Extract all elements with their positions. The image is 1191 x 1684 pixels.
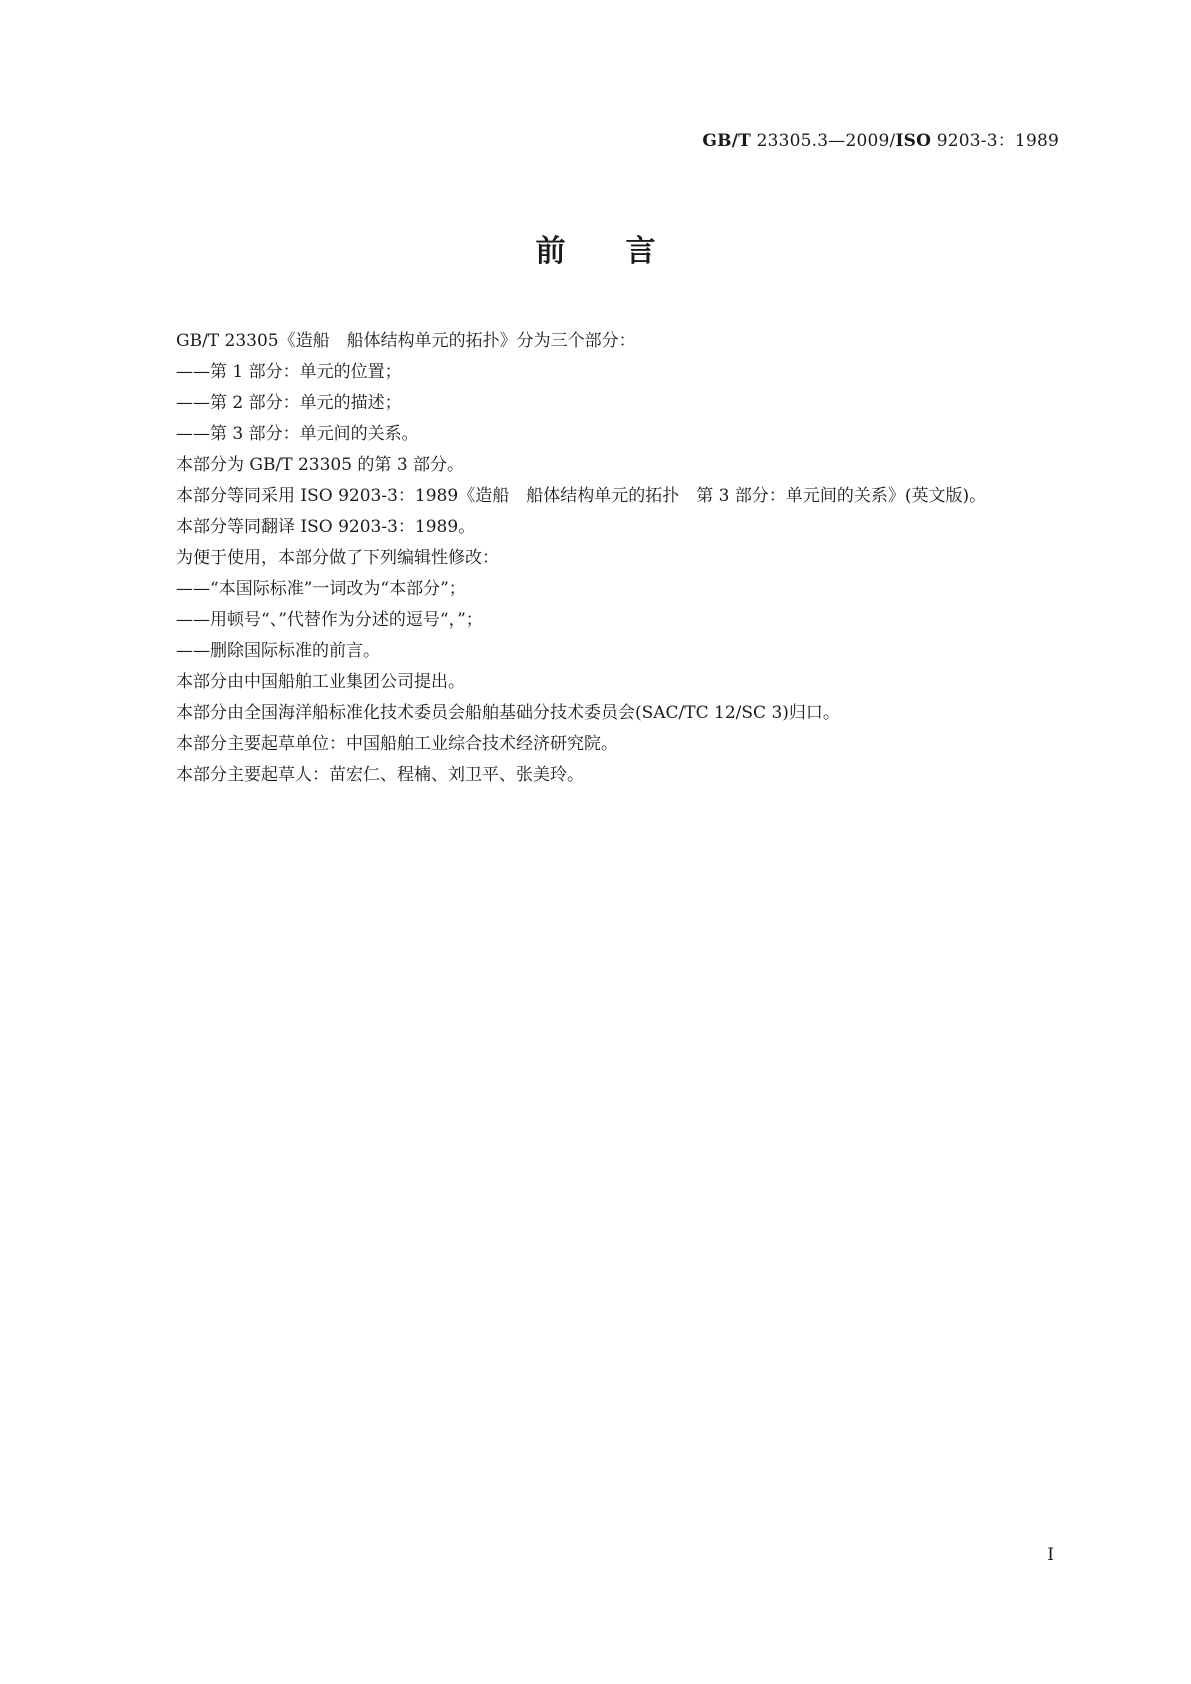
foreword-line: ——用顿号“、”代替作为分述的逗号“，”； (176, 610, 483, 630)
foreword-line: 本部分由全国海洋船标准化技术委员会船舶基础分技术委员会(SAC/TC 12/SC 3)归口。 (176, 703, 840, 723)
iso-number: 9203-3：1989 (936, 131, 1059, 151)
foreword-line: 本部分由中国船舶工业集团公司提出。 (176, 672, 465, 692)
page-title: 前言 (535, 234, 716, 269)
foreword-line: 本部分主要起草单位：中国船舶工业综合技术经济研究院。 (176, 734, 618, 754)
foreword-body (176, 326, 1076, 791)
foreword-line: ——“本国际标准”一词改为“本部分”； (176, 579, 466, 599)
page-number: I (1047, 1545, 1054, 1565)
foreword-line: ——删除国际标准的前言。 (176, 641, 380, 661)
foreword-line: 本部分等同翻译 ISO 9203-3：1989。 (176, 517, 476, 537)
foreword-line: 为便于使用，本部分做了下列编辑性修改： (176, 548, 499, 568)
foreword-line: 本部分等同采用 ISO 9203-3：1989《造船 船体结构单元的拓扑 第 3 部分：单元间的关系》(英文版)。 (176, 486, 987, 506)
foreword-line: ——第 3 部分：单元间的关系。 (176, 424, 419, 444)
foreword-line: ——第 2 部分：单元的描述； (176, 393, 402, 413)
foreword-line: 本部分为 GB/T 23305 的第 3 部分。 (176, 455, 465, 475)
foreword-line: GB/T 23305《造船 船体结构单元的拓扑》分为三个部分： (176, 331, 636, 351)
iso-label: ISO (895, 131, 932, 151)
standard-code-prefix: GB/T (702, 131, 751, 151)
standard-code-number: 23305.3—2009/ (756, 131, 896, 151)
foreword-line: 本部分主要起草人：苗宏仁、程楠、刘卫平、张美玲。 (176, 765, 584, 785)
standard-code-header (702, 126, 1059, 151)
foreword-line: ——第 1 部分：单元的位置； (176, 362, 402, 382)
